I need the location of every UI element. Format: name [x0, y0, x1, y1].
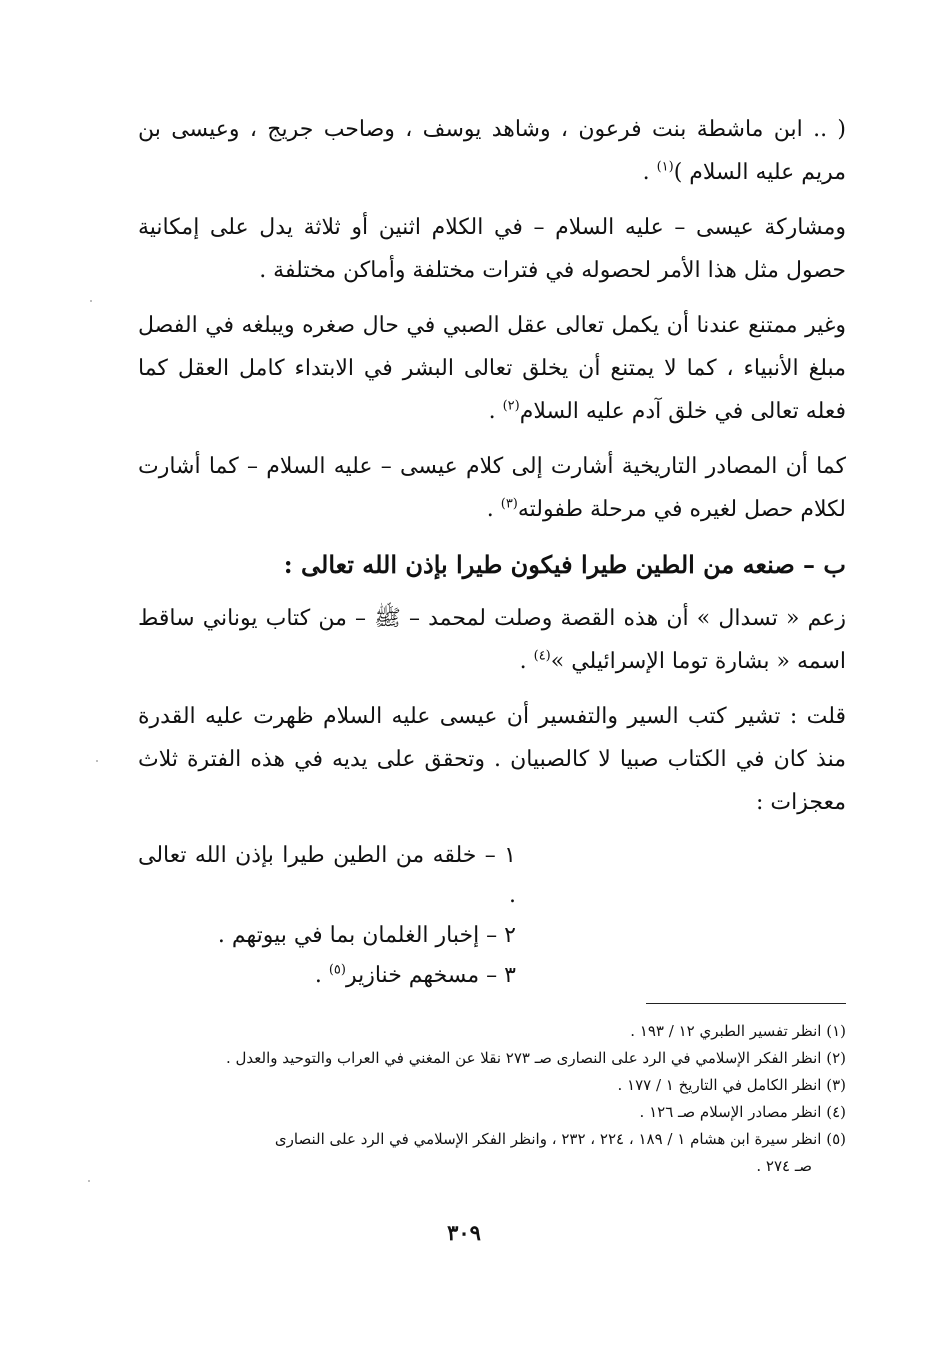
- footnote-continuation: صـ ٢٧٤ .: [756, 1157, 812, 1175]
- paragraph-tail: .: [642, 160, 657, 185]
- list-item-text: ٣ – مسخهم خنازير: [345, 963, 516, 988]
- footnote-text: (١) انظر تفسير الطبري ١٢ / ١٩٣ .: [630, 1022, 846, 1040]
- list-item-text: ١ – خلقه من الطين طيرا بإذن الله تعالى .: [138, 843, 516, 908]
- paragraph-text: قلت : تشير كتب السير والتفسير أن عيسى عليه السلام ظهرت عليه القدرة منذ كان في الكتاب صبيا لا كالصبيان . وتحقق على يديه في هذه الفترة ثلاث معجزات :: [138, 704, 846, 815]
- paragraph-text: ومشاركة عيسى – عليه السلام – في الكلام اثنين أو ثلاثة يدل على إمكانية حصول مثل هذا الأمر لحصوله في فترات مختلفة وأماكن مختلفة .: [138, 215, 846, 283]
- footnote-ref-5[interactable]: (٥): [328, 962, 346, 978]
- footnote-ref-3[interactable]: (٣): [500, 496, 518, 512]
- paragraph-text: وغير ممتنع عندنا أن يكمل تعالى عقل الصبي في حال صغره ويبلغه في الفصل مبلغ الأنبياء ، كما لا يمتنع أن يخلق تعالى البشر في الابتداء كامل العقل كما فعله تعالى في خلق آدم عليه السلام: [138, 313, 846, 424]
- list-item-text: ٢ – إخبار الغلمان بما في بيوتهم .: [217, 923, 516, 948]
- scan-speck: [96, 760, 98, 762]
- list-item: [138, 916, 516, 956]
- footnote-text: (٣) انظر الكامل في التاريخ ١ / ١٧٧ .: [617, 1076, 846, 1094]
- list-item: [138, 836, 516, 916]
- section-heading: ب – صنعه من الطين طيرا فيكون طيرا بإذن الله تعالى :: [283, 550, 846, 579]
- paragraph-6: [138, 695, 846, 824]
- footnote-text: (٥) انظر سيرة ابن هشام ١ / ١٨٩ ، ٢٢٤ ، ٢٣٢ ، وانظر الفكر الإسلامي في الرد على النصارى: [274, 1130, 846, 1148]
- footnote-ref-1[interactable]: (١): [656, 159, 674, 175]
- scan-speck: [88, 1180, 90, 1182]
- footnote-ref-4[interactable]: (٤): [533, 648, 551, 664]
- page-number: ٣٠٩: [447, 1220, 481, 1245]
- miracles-list: [138, 836, 516, 996]
- paragraph-5: [138, 597, 846, 683]
- paragraph-tail: .: [486, 497, 501, 522]
- paragraph-2: [138, 206, 846, 292]
- paragraph-tail: .: [488, 399, 503, 424]
- paragraph-text: زعم « تسدال » أن هذه القصة وصلت لمحمد – ﷺ – من كتاب يوناني ساقط اسمه « بشارة توما الإسرائيلي »: [138, 606, 846, 674]
- paragraph-3: [138, 304, 846, 433]
- footnotes: [138, 1018, 846, 1180]
- paragraph-text: ( .. ابن ماشطة بنت فرعون ، وشاهد يوسف ، وصاحب جريج ، وعيسى بن مريم عليه السلام ): [138, 117, 846, 185]
- footnote-5: [138, 1126, 846, 1180]
- scan-speck: [90, 300, 92, 302]
- paragraph-tail: .: [519, 649, 534, 674]
- footnote-4: [138, 1099, 846, 1126]
- footnote-ref-2[interactable]: (٢): [502, 398, 520, 414]
- list-item-tail: .: [314, 963, 329, 988]
- footnote-text: (٢) انظر الفكر الإسلامي في الرد على النصارى صـ ٢٧٣ نقلا عن المغني في العراب والتوحيد والعدل .: [225, 1049, 846, 1067]
- footnote-3: [138, 1072, 846, 1099]
- footnote-divider: [646, 1003, 846, 1004]
- footnote-2: [138, 1045, 846, 1072]
- main-text: [138, 108, 846, 996]
- paragraph-1: [138, 108, 846, 194]
- footnote-text: (٤) انظر مصادر الإسلام صـ ١٢٦ .: [639, 1103, 846, 1121]
- list-item: [138, 956, 516, 996]
- paragraph-4: [138, 445, 846, 531]
- paragraph-text: كما أن المصادر التاريخية أشارت إلى كلام عيسى – عليه السلام – كما أشارت لكلام حصل لغيره في مرحلة طفولته: [138, 454, 846, 522]
- footnote-1: [138, 1018, 846, 1045]
